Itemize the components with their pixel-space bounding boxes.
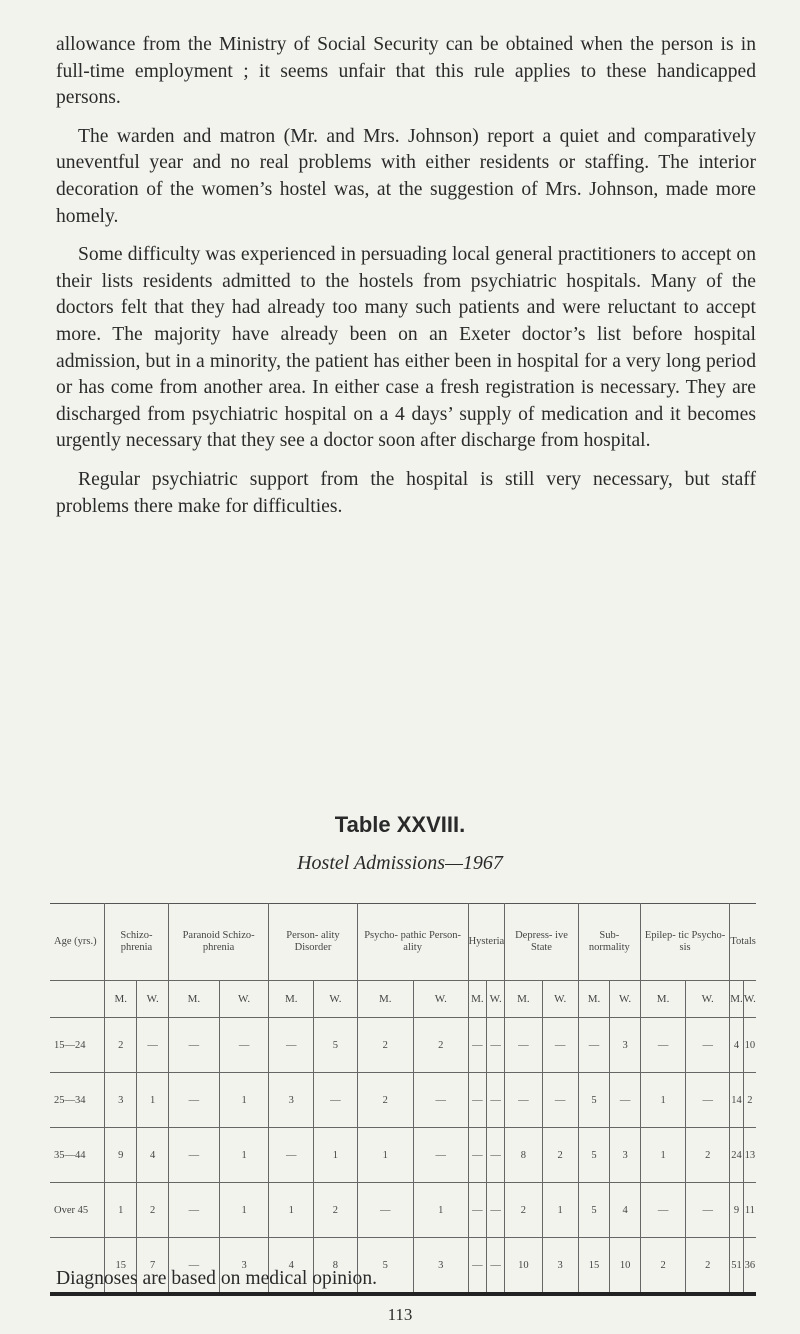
table-cell: 9 bbox=[105, 1128, 137, 1183]
age-cell: Over 45 bbox=[50, 1183, 105, 1238]
table-cell: 24 bbox=[730, 1128, 744, 1183]
men-column-header: M. bbox=[578, 981, 610, 1018]
table-cell: 2 bbox=[747, 1094, 753, 1106]
age-cell: 15—24 bbox=[50, 1018, 105, 1073]
table-cell: 14 bbox=[730, 1073, 744, 1128]
column-group-header: Hysteria bbox=[468, 904, 505, 981]
table-cell: 2 bbox=[357, 1018, 413, 1073]
table-cell: — bbox=[137, 1018, 168, 1073]
table-cell: 51 bbox=[730, 1238, 744, 1295]
table-cell: — bbox=[686, 1073, 730, 1128]
paragraph: Some difficulty was experienced in persuading local general practitioners to accept on their lists residents admitted to the hostels from psychiatric hospitals. Many of the doctors felt that they had already too many such patients and were reluctant to accept more. The majority have already been on an Exeter doctor’s list before hospital admission, but in a minority, the patient has either been in hospital for a very long period or has come from another area. In either case a fresh registration is necessary. They are discharged from psychiatric hospital on a 4 days’ supply of medication and it becomes urgently necessary that they see a doctor soon after discharge from hospital. bbox=[56, 244, 756, 452]
women-column-header: W. bbox=[610, 981, 641, 1018]
column-group-header: Psycho- pathic Person- ality bbox=[357, 904, 468, 981]
table-cell: — bbox=[610, 1073, 641, 1128]
table-cell: 5 bbox=[578, 1183, 610, 1238]
men-column-header: M. bbox=[269, 981, 314, 1018]
table-cell: 1 bbox=[269, 1183, 314, 1238]
column-group-header: Totals bbox=[730, 904, 756, 981]
table-cell: 2 bbox=[105, 1018, 137, 1073]
table-row bbox=[50, 1073, 756, 1128]
table-cell: — bbox=[168, 1018, 219, 1073]
age-header: Age (yrs.) bbox=[50, 904, 105, 981]
table-cell: 1 bbox=[640, 1073, 685, 1128]
table-cell: — bbox=[578, 1018, 610, 1073]
table-cell: — bbox=[168, 1183, 219, 1238]
hostel-admissions-table bbox=[50, 903, 756, 1296]
women-column-header: W. bbox=[413, 981, 468, 1018]
women-column-header: W. bbox=[542, 981, 578, 1018]
table-cell: 2 bbox=[505, 1183, 542, 1238]
table-cell: — bbox=[487, 1073, 505, 1128]
table-row bbox=[50, 1018, 756, 1073]
table-cell: 9 bbox=[730, 1183, 744, 1238]
table-cell: 5 bbox=[314, 1018, 357, 1073]
table-cell: 4 bbox=[610, 1183, 641, 1238]
table-cell: 13 bbox=[744, 1149, 756, 1161]
table-cell: 2 bbox=[357, 1073, 413, 1128]
table-cell: 1 bbox=[413, 1183, 468, 1238]
table-cell: — bbox=[269, 1128, 314, 1183]
table-cell: 4 bbox=[269, 1238, 314, 1295]
column-group-header: Person- ality Disorder bbox=[269, 904, 357, 981]
column-group-header: Paranoid Schizo- phrenia bbox=[168, 904, 268, 981]
table-cell: 11 bbox=[744, 1204, 755, 1216]
table-cell: 1 bbox=[219, 1183, 268, 1238]
women-column-header: W. bbox=[743, 981, 756, 1018]
body-text bbox=[56, 32, 756, 532]
women-column-header: W. bbox=[137, 981, 168, 1018]
men-column-header: M. bbox=[730, 981, 744, 1018]
table-cell: — bbox=[468, 1018, 487, 1073]
table-cell: 3 bbox=[219, 1238, 268, 1295]
table-cell: 2 bbox=[686, 1238, 730, 1295]
table-cell: 1 bbox=[357, 1128, 413, 1183]
men-column-header: M. bbox=[168, 981, 219, 1018]
table-subtitle: Hostel Admissions—1967 bbox=[297, 852, 503, 874]
table-cell: — bbox=[487, 1183, 505, 1238]
table-cell: 2 bbox=[640, 1238, 685, 1295]
table-cell: — bbox=[357, 1183, 413, 1238]
age-subheader-cell bbox=[50, 981, 105, 1018]
table-cell: 3 bbox=[610, 1018, 641, 1073]
table-cell: 1 bbox=[105, 1183, 137, 1238]
women-column-header: W. bbox=[686, 981, 730, 1018]
table-cell: — bbox=[640, 1018, 685, 1073]
table-cell: 1 bbox=[314, 1128, 357, 1183]
table-cell: 2 bbox=[314, 1183, 357, 1238]
men-column-header: M. bbox=[105, 981, 137, 1018]
table-cell: 1 bbox=[219, 1128, 268, 1183]
page-number: 113 bbox=[387, 1305, 413, 1324]
table-row bbox=[50, 1128, 756, 1183]
table-cell: — bbox=[542, 1073, 578, 1128]
table-cell: — bbox=[468, 1073, 487, 1128]
table-cell: 2 bbox=[686, 1128, 730, 1183]
age-cell: 25—34 bbox=[50, 1073, 105, 1128]
age-cell: 35—44 bbox=[50, 1128, 105, 1183]
table-cell: 15 bbox=[578, 1238, 610, 1295]
table-cell: — bbox=[487, 1128, 505, 1183]
table-cell: 8 bbox=[505, 1128, 542, 1183]
men-column-header: M. bbox=[505, 981, 542, 1018]
table-row bbox=[50, 1183, 756, 1238]
table-cell: 8 bbox=[314, 1238, 357, 1295]
table-cell: — bbox=[219, 1018, 268, 1073]
table-cell: 7 bbox=[137, 1238, 168, 1295]
men-column-header: M. bbox=[468, 981, 487, 1018]
paragraph: Regular psychiatric support from the hospital is still very necessary, but staff problems there make for difficulties. bbox=[56, 468, 756, 517]
table-cell: 2 bbox=[137, 1183, 168, 1238]
table-cell: — bbox=[168, 1128, 219, 1183]
table-cell: — bbox=[269, 1018, 314, 1073]
table-cell: 2 bbox=[413, 1018, 468, 1073]
table-cell: 15 bbox=[105, 1238, 137, 1295]
table-cell: — bbox=[468, 1238, 487, 1295]
men-column-header: M. bbox=[357, 981, 413, 1018]
table-cell: 4 bbox=[137, 1128, 168, 1183]
women-column-header: W. bbox=[487, 981, 505, 1018]
table-cell: 3 bbox=[542, 1238, 578, 1295]
table-cell: — bbox=[468, 1128, 487, 1183]
column-group-header: Epilep- tic Psycho- sis bbox=[640, 904, 729, 981]
table-cell: — bbox=[686, 1183, 730, 1238]
table-cell: 10 bbox=[610, 1238, 641, 1295]
table-note: Diagnoses are based on medical opinion. bbox=[56, 1268, 378, 1289]
table-cell: 1 bbox=[137, 1073, 168, 1128]
table-cell: 3 bbox=[610, 1128, 641, 1183]
table-cell: — bbox=[413, 1128, 468, 1183]
table-cell: — bbox=[640, 1183, 685, 1238]
table-cell: — bbox=[487, 1018, 505, 1073]
table-cell: 3 bbox=[105, 1073, 137, 1128]
table-title: Table XXVIII. bbox=[334, 812, 466, 837]
table-cell: — bbox=[686, 1018, 730, 1073]
table-cell: 10 bbox=[744, 1039, 756, 1051]
table-cell: 1 bbox=[640, 1128, 685, 1183]
table-cell: — bbox=[487, 1238, 505, 1295]
table-cell: — bbox=[505, 1073, 542, 1128]
table-cell: — bbox=[468, 1183, 487, 1238]
table-cell: — bbox=[505, 1018, 542, 1073]
column-group-header: Depress- ive State bbox=[505, 904, 579, 981]
table-cell: 3 bbox=[269, 1073, 314, 1128]
table-cell: — bbox=[314, 1073, 357, 1128]
column-group-header: Schizo- phrenia bbox=[105, 904, 169, 981]
table-cell: 3 bbox=[413, 1238, 468, 1295]
table-cell: — bbox=[168, 1073, 219, 1128]
table-cell: 1 bbox=[542, 1183, 578, 1238]
table-cell: 1 bbox=[219, 1073, 268, 1128]
table-cell: 4 bbox=[730, 1018, 744, 1073]
paragraph: The warden and matron (Mr. and Mrs. Johnson) report a quiet and comparatively uneventful year and no real problems with either residents or staffing. The interior decoration of the women’s hostel was, at the suggestion of Mrs. Johnson, made more homely. bbox=[56, 125, 756, 227]
table-cell: 5 bbox=[578, 1073, 610, 1128]
women-column-header: W. bbox=[314, 981, 357, 1018]
table-cell: 2 bbox=[542, 1128, 578, 1183]
men-column-header: M. bbox=[640, 981, 685, 1018]
column-group-header: Sub- normality bbox=[578, 904, 640, 981]
table-cell: 36 bbox=[744, 1259, 756, 1271]
women-column-header: W. bbox=[219, 981, 268, 1018]
table-cell: — bbox=[413, 1073, 468, 1128]
table-cell: — bbox=[168, 1238, 219, 1295]
paragraph: allowance from the Ministry of Social Security can be obtained when the person is in full-time employment ; it seems unfair that this rule applies to these handicapped persons. bbox=[56, 34, 756, 109]
table-cell: — bbox=[542, 1018, 578, 1073]
table-cell: 5 bbox=[357, 1238, 413, 1295]
table-cell: 5 bbox=[578, 1128, 610, 1183]
table-cell: 10 bbox=[505, 1238, 542, 1295]
